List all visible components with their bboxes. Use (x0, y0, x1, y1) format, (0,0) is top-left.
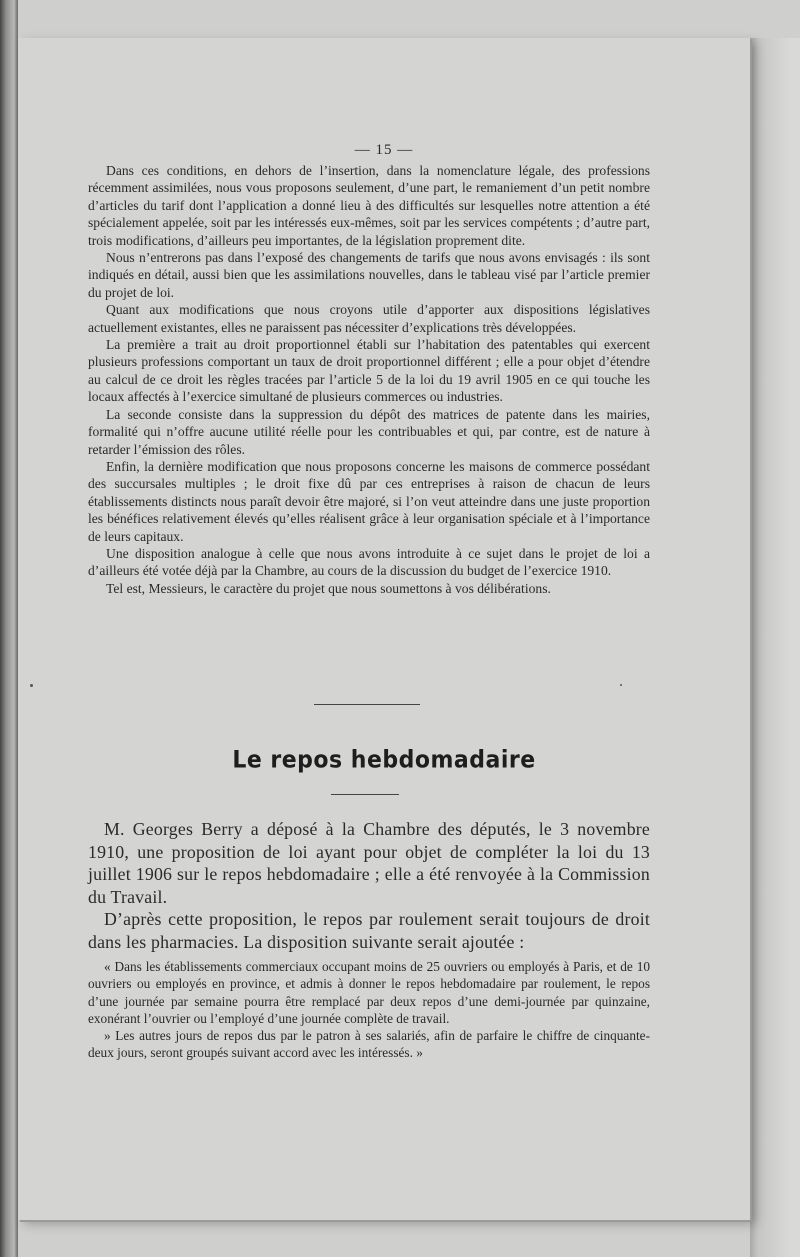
quoted-provision (88, 958, 650, 1062)
section-paragraph: M. Georges Berry a déposé à la Chambre des députés, le 3 novembre 1910, une proposition de loi ayant pour objet de compléter la loi du 13 juillet 1906 sur le repos hebdomadaire ; elle a été renvoyée à la Commission du Travail. (88, 819, 650, 907)
document-page (18, 38, 750, 1220)
section-paragraph: D’après cette proposition, le repos par roulement serait toujours de droit dans les pharmacies. La disposition suivante serait ajoutée : (88, 909, 650, 952)
body-text (88, 162, 650, 597)
paragraph: Nous n’entrerons pas dans l’exposé des changements de tarifs que nous avons envisagés : ils sont indiqués en détail, aussi bien que les assimilations nouvelles, dans le tableau visé par l’article premier du projet de loi. (88, 250, 650, 300)
section-divider-bottom (331, 794, 399, 795)
paragraph: Tel est, Messieurs, le caractère du projet que nous soumettons à vos délibérations. (106, 580, 551, 596)
page-right-margin (750, 38, 800, 1257)
paragraph: Enfin, la dernière modification que nous proposons concerne les maisons de commerce possédant des succursales multiples ; le droit fixe dû par ces entreprises à raison de chacun de leurs établissements distincts nous paraît devoir être majoré, si l’on veut atteindre dans une juste proportion les bénéfices relativement élevés qu’elles réalisent grâce à leur organisation spéciale et à l’importance de leurs capitaux. (88, 458, 650, 544)
paragraph: La seconde consiste dans la suppression du dépôt des matrices de patente dans les mairies, formalité qui n’offre aucune utilité réelle pour les contribuables et qui, par contre, est de nature à retarder l’émission des rôles. (88, 406, 650, 457)
quote-paragraph: » Les autres jours de repos dus par le patron à ses salariés, afin de parfaire le chiffre de cinquante-deux jours, seront groupés suivant accord avec les intéressés. » (88, 1028, 650, 1061)
previous-page-edge (0, 0, 18, 1257)
paragraph: Une disposition analogue à celle que nous avons introduite à ce sujet dans le projet de loi a d’ailleurs été votée déjà par la Chambre, au cours de la discussion du budget de l’exercice 1910. (88, 545, 650, 579)
section-title: Le repos hebdomadaire (232, 746, 536, 775)
quote-paragraph: « Dans les établissements commerciaux occupant moins de 25 ouvriers ou employés à Paris, et de 10 ouvriers ou employés en province, et admis à donner le repos hebdomadaire par roulement, le repos d’une journée par semaine pourra être remplacé par deux repos d’une demi-journée par quinzaine, exonérant l’ouvrier ou l’employé d’une journée complète de travail. (88, 959, 650, 1026)
paragraph: Quant aux modifications que nous croyons utile d’apporter aux dispositions législatives actuellement existantes, elles ne paraissent pas nécessiter d’explications très développées. (88, 302, 650, 335)
ink-speck (620, 684, 622, 686)
section-body (88, 818, 650, 954)
section-divider-top (314, 704, 420, 705)
page-number: — 15 — (354, 142, 414, 158)
ink-speck (30, 684, 33, 687)
paragraph: Dans ces conditions, en dehors de l’insertion, dans la nomenclature légale, des professions récemment assimilées, nous vous proposons seulement, d’une part, le remaniement d’un petit nombre d’articles du tarif dont l’application a donné lieu à des difficultés sur lesquelles notre attention a été spécialement appelée, soit par les intéressés eux-mêmes, soit par les services compétents ; d’autre part, trois modifications, d’ailleurs peu importantes, de la législation proprement dite. (88, 163, 650, 248)
paragraph: La première a trait au droit proportionnel établi sur l’habitation des patentables qui exercent plusieurs professions comportant un taux de droit proportionnel différent ; elle a pour objet d’étendre au calcul de ce droit les règles tracées par l’article 5 de la loi du 19 avril 1905 en ce qui touche les locaux affectés à l’exercice simultané de plusieurs commerces ou industries. (88, 337, 650, 405)
